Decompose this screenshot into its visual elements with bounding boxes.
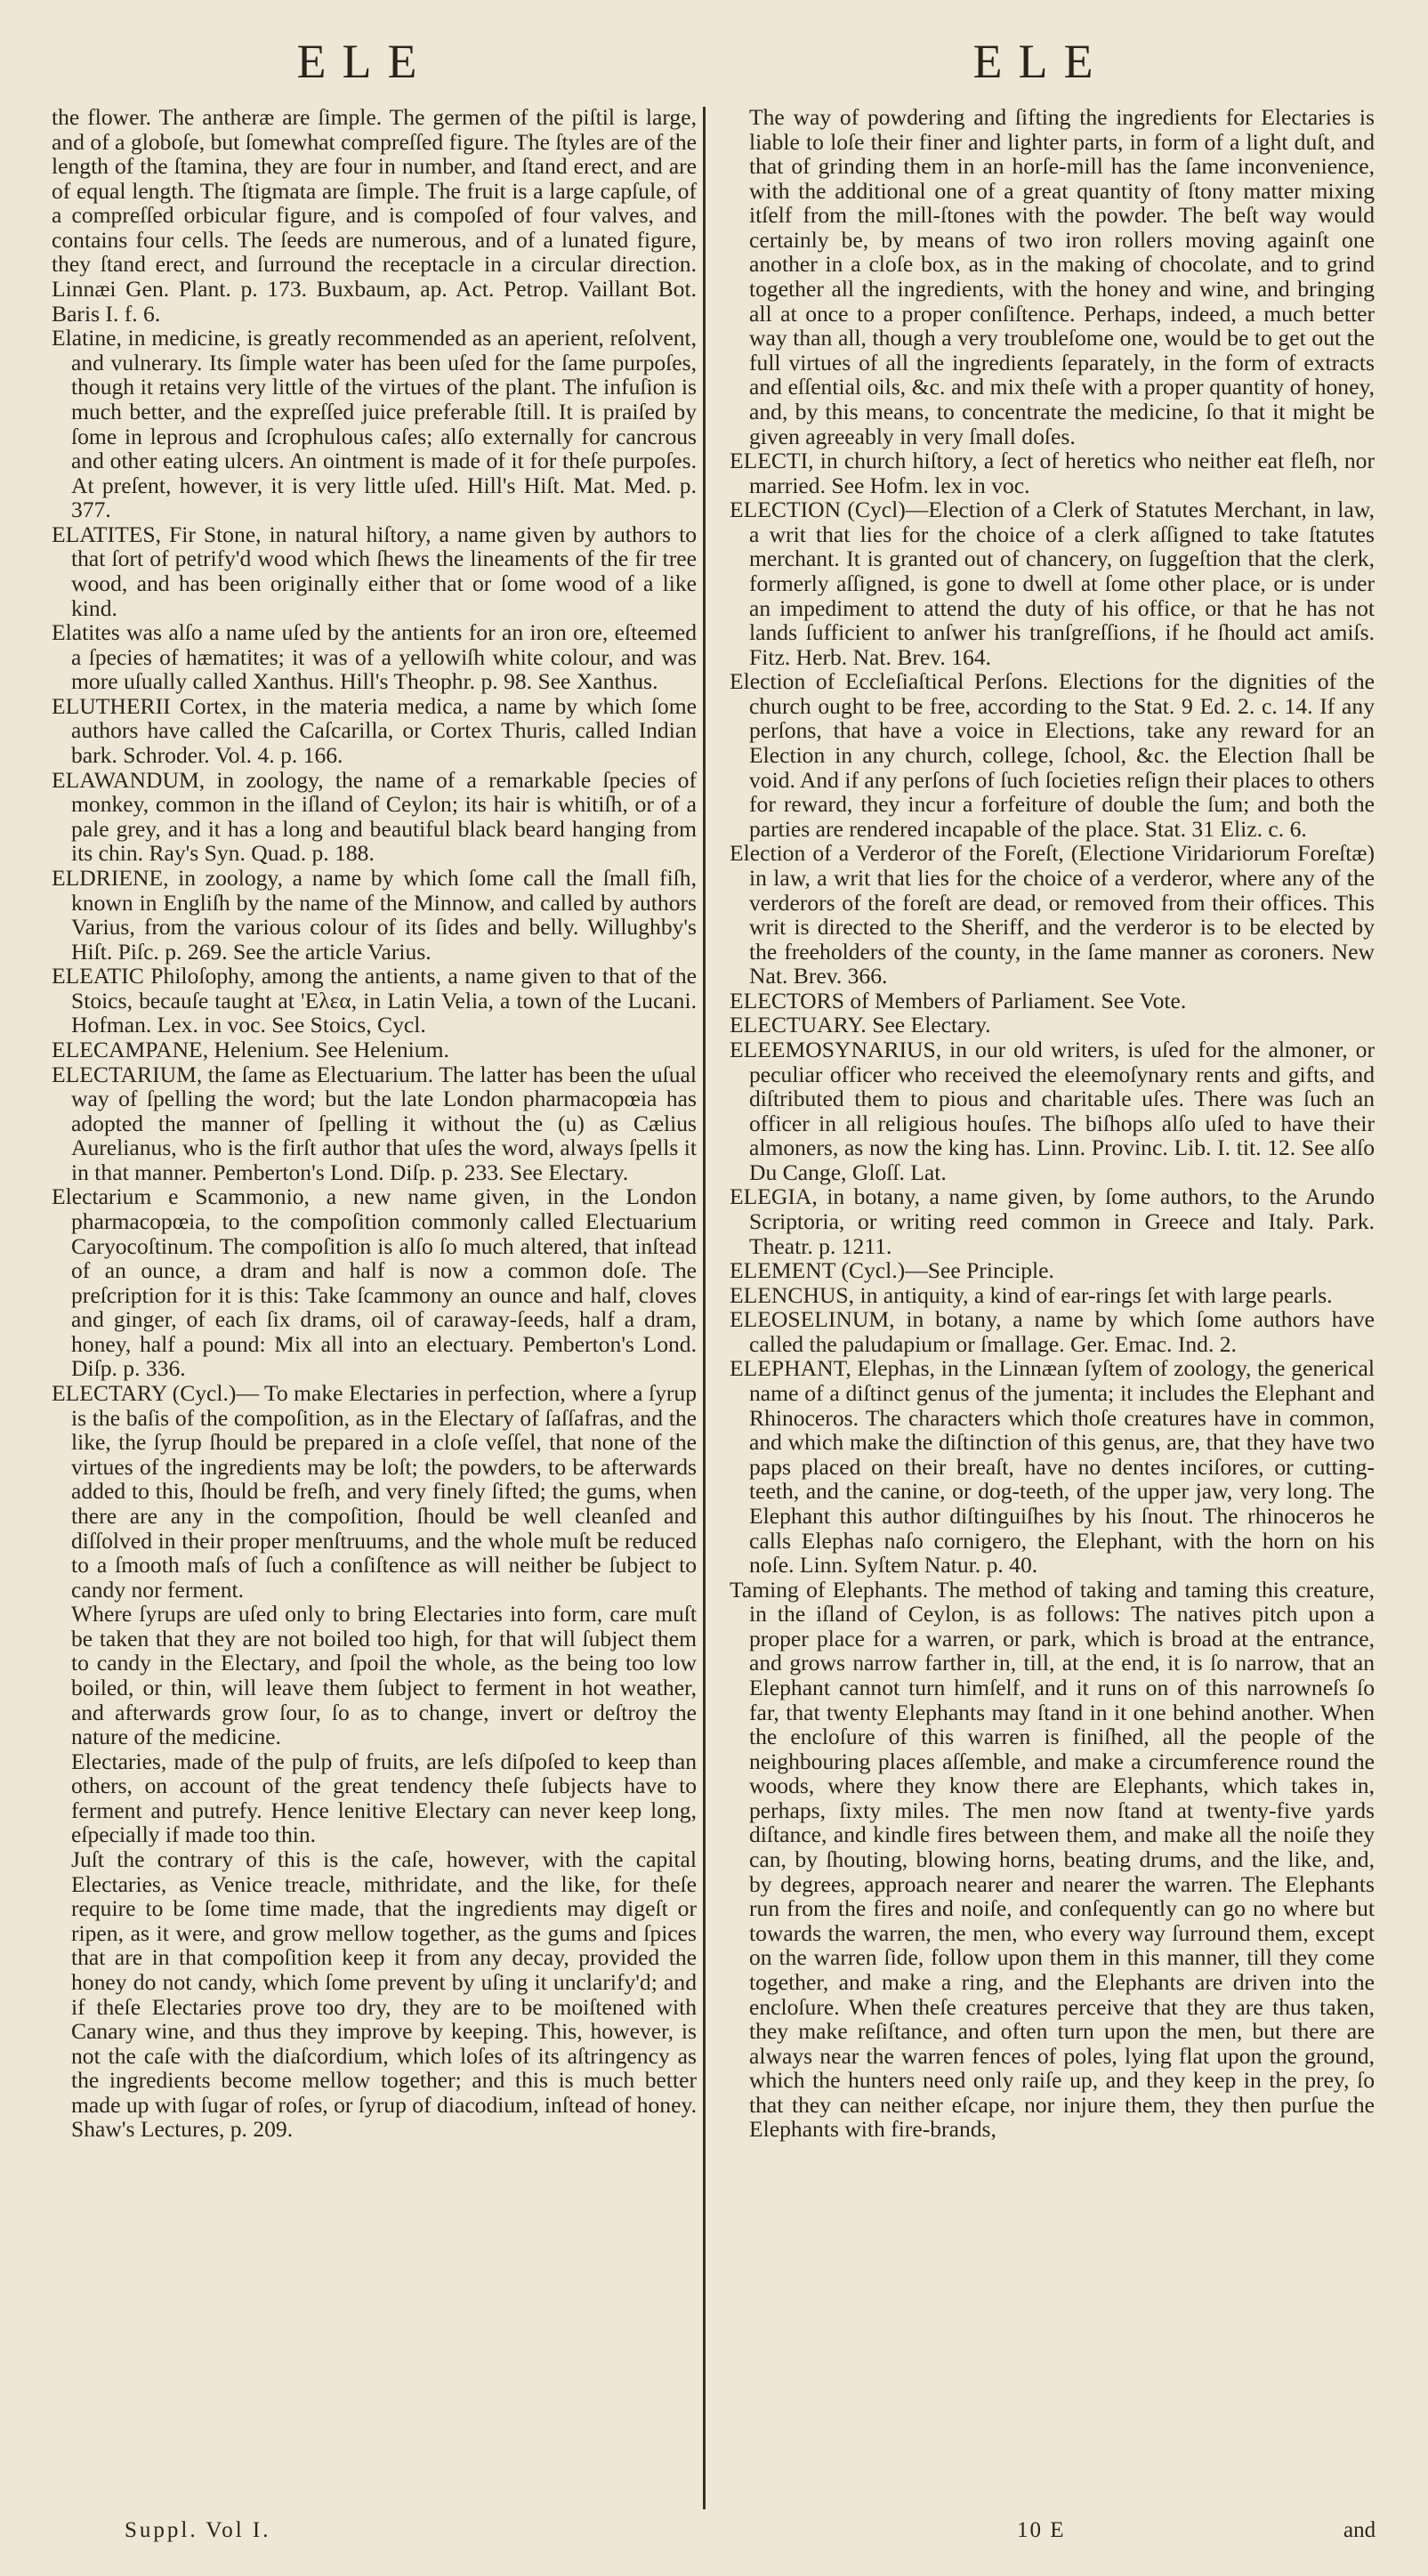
entry-paragraph: ELECTORS of Members of Parliament. See Vote. [730,987,1187,1013]
entry-paragraph: ELATITES, Fir Stone, in natural hiſtory, a name given by authors to that ſort of petrify'd wood which ſhews the lineaments of the fir tree wood, and has been originally either that or ſome wood of a like kind. [52,521,697,621]
entry-paragraph: Where ſyrups are uſed only to bring Electaries into form, care muſt be taken that they are not boiled too high, for that will ſubject them to candy in the Electary, and ſpoil the whole, as the being too low boiled, or thin, will leave them ſubject to ferment in hot weather, and afterwards grow ſour, ſo as to change, invert or deſtroy the nature of the medicine. [71,1601,697,1750]
left-column [52,105,697,2142]
entry-paragraph: Electaries, made of the pulp of fruits, are leſs diſpoſed to keep than others, on account of the great tendency theſe ſubjects have to ferment and putrefy. Hence lenitive Electary can never keep long, eſpecially if made too thin. [71,1748,697,1848]
entry-paragraph: ELUTHERII Cortex, in the materia medica, a name by which ſome authors have called the Caſcarilla, or Cortex Thuris, called Indian bark. Schroder. Vol. 4. p. 166. [52,692,697,769]
sheet-mark: 10 E [1017,2518,1066,2542]
entry-paragraph: Elatine, in medicine, is greatly recommended as an aperient, reſolvent, and vulnerary. Its ſimple water has been uſed for the ſame purpoſes, though it retains very little of the virtues of the plant. The infuſion is much better, and the expreſſed juice preferable ſtill. It is praiſed by ſome in leprous and ſcrophulous caſes; alſo externally for cancrous and other eating ulcers. An ointment is made of it for theſe purpoſes. At preſent, however, it is very little uſed. Hill's Hiſt. Mat. Med. p. 377. [52,325,697,523]
entry-paragraph: ELEMENT (Cycl.)—See Principle. [730,1257,1054,1284]
column-divider [703,107,706,2509]
entry-paragraph: ELDRIENE, in zoology, a name by which ſome call the ſmall fiſh, known in Engliſh by the name of the Minnow, and called by authors Varius, from the various colour of its ſides and belly. Willughby's Hiſt. Piſc. p. 269. See the article Varius. [52,864,697,965]
signature-mark: Suppl. Vol I. [125,2518,271,2542]
entry-paragraph: Taming of Elephants. The method of taking and taming this creature, in the iſland of Ceylon, is as follows: The natives pitch upon a proper place for a warren, or park, which is broad at the entrance, and grows narrow farther in, till, at the end, it is ſo narrow, that an Elephant cannot turn himſelf, and it runs on of this narrowneſs ſo far, that twenty Elephants may ſtand in it one behind another. When the encloſure of this warren is finiſhed, all the people of the neighbouring places aſſemble, and make a circumference round the woods, where they know there are Elephants, which takes in, perhaps, ſixty miles. The men now ſtand at twenty-five yards diſtance, and kindle fires between them, and make all the noiſe they can, by ſhouting, blowing horns, beating drums, and the like, and, by degrees, approach nearer and nearer the warren. The Elephants run from the fires and noiſe, and conſequently can go no where but towards the warren, the men, who every way ſurround them, except on the warren ſide, follow upon them in this manner, till they come together, and make a ring, and the Elephants are driven into the encloſure. When theſe creatures perceive that they are thus taken, they make reſiſtance, and often turn upon the men, but there are always near the warren fences of poles, lying flat upon the ground, which the hunters need only raiſe up, and they keep in the prey, ſo that they can neither eſcape, nor injure them, they then purſue the Elephants with fire-brands, [730,1576,1375,2143]
entry-paragraph: the flower. The antheræ are ſimple. The germen of the piſtil is large, and of a globoſe, but ſomewhat compreſſed figure. The ſtyles are of the length of the ſtamina, they are four in number, and ſtand erect, and are of equal length. The ſtigmata are ſimple. The fruit is a large capſule, of a compreſſed orbicular figure, and is compoſed of four valves, and contains four cells. The ſeeds are numerous, and of a lunated figure, they ſtand erect, and ſurround the receptacle in a circular direction. Linnæi Gen. Plant. p. 173. Buxbaum, ap. Act. Petrop. Vaillant Bot. Baris I. f. 6. [52,104,697,327]
entry-paragraph: ELENCHUS, in antiquity, a kind of ear-rings ſet with large pearls. [730,1281,1333,1308]
entry-paragraph: ELECTARY (Cycl.)— To make Electaries in perfection, where a ſyrup is the baſis of the compoſition, as in the Electary of ſaſſafras, and the like, the ſyrup ſhould be prepared in a cloſe veſſel, that none of the virtues of the ingredients may be loſt; the powders, to be afterwards added to this, ſhould be freſh, and very finely ſifted; the gums, when there are any in the compoſition, ſhould be well cleanſed and diſſolved in their proper menſtruums, and the whole muſt be reduced to a ſmooth maſs of ſuch a conſiſtence as will neither be ſubject to candy nor ferment. [52,1380,697,1603]
running-head-left: ELE [296,35,433,88]
right-column [730,105,1375,2142]
entry-paragraph: The way of powdering and ſifting the ingredients for Electaries is liable to loſe their finer and lighter parts, in form of a light duſt, and that of grinding them in an horſe-mill has the ſame inconvenience, with the additional one of a great quantity of ſtony matter mixing itſelf from the mill-ſtones with the powder. The beſt way would certainly be, by means of two iron rollers moving againſt one another in a cloſe box, as in the making of chocolate, and to grind together all the ingredients, with the honey and wine, and bringing all at once to a proper conſiſtence. Perhaps, indeed, a much better way than all, though a very troubleſome one, would be to get out the full virtues of all the ingredients ſeparately, in the form of extracts and eſſential oils, &c. and mix theſe with a proper quantity of honey, and, by this means, to concentrate the medicine, ſo that it might be given agreeably in very ſmall doſes. [749,104,1375,449]
entry-paragraph: ELECTI, in church hiſtory, a ſect of heretics who neither eat fleſh, nor married. See Hofm. lex in voc. [730,448,1375,498]
entry-paragraph: ELECTUARY. See Electary. [730,1012,991,1038]
entry-paragraph: ELECTION (Cycl)—Election of a Clerk of Statutes Merchant, in law, a writ that lies for the choice of a clerk aſſigned to take ſtatutes merchant. It is granted out of chancery, on ſuggeſtion that the clerk, formerly aſſigned, is gone to dwell at ſome other place, or is under an impediment to attend the duty of his office, or that he has not lands ſufficient to anſwer his tranſgreſſions, if he ſhould act amiſs. Fitz. Herb. Nat. Brev. 164. [730,497,1375,670]
entry-paragraph: Election of Eccleſiaſtical Perſons. Elections for the dignities of the church ought to be free, according to the Stat. 9 Ed. 2. c. 14. If any perſons, that have a voice in Elections, take any reward for an Election in any church, college, ſchool, &c. the Election ſhall be void. And if any perſons of ſuch ſocieties reſign their places to others for reward, they incur a forfeiture of double the ſum; and both the parties are rendered incapable of the place. Stat. 31 Eliz. c. 6. [730,668,1375,842]
entry-paragraph: Election of a Verderor of the Foreſt, (Electione Viridariorum Foreſtæ) in law, a writ that lies for the choice of a verderor, where any of the verderors of the foreſt are dead, or removed from their offices. This writ is directed to the Sheriff, and the verderor is to be elected by the freeholders of the county, in the ſame manner as coroners. New Nat. Brev. 366. [730,840,1375,989]
entry-paragraph: ELECTARIUM, the ſame as Electuarium. The latter has been the uſual way of ſpelling the word; but the late London pharmacopœia has adopted the manner of ſpelling it without the (u) as Cælius Aurelianus, who is the firſt author that uſes the word, always ſpells it in that manner. Pemberton's Lond. Diſp. p. 233. See Electary. [52,1061,697,1185]
entry-paragraph: ELECAMPANE, Helenium. See Helenium. [52,1036,449,1062]
entry-paragraph: ELEPHANT, Elephas, in the Linnæan ſyſtem of zoology, the generical name of a diſtinct genus of the jumenta; it includes the Elephant and Rhinoceros. The characters which thoſe creatures have in common, and which make the diſtinction of this genus, are, that they have two paps placed on their breaſt, have no dentes inciſores, or cutting-teeth, and the canine, or dog-teeth, of the upper jaw, very long. The Elephant this author diſtinguiſhes by his ſnout. The rhinoceros he calls Elephas naſo cornigero, the Elephant, with the horn on his noſe. Linn. Syſtem Natur. p. 40. [730,1355,1375,1579]
entry-paragraph: ELEGIA, in botany, a name given, by ſome authors, to the Arundo Scriptoria, or writing reed common in Greece and Italy. Park. Theatr. p. 1211. [730,1183,1375,1259]
catchword: and [1343,2518,1376,2542]
entry-paragraph: ELEEMOSYNARIUS, in our old writers, is uſed for the almoner, or peculiar officer who received the eleemoſynary rents and gifts, and diſtributed them to pious and charitable uſes. There was ſuch an officer in all religious houſes. The biſhops alſo uſed to have their almoners, as now the king has. Linn. Provinc. Lib. I. tit. 12. See alſo Du Cange, Gloſſ. Lat. [730,1036,1375,1185]
entry-paragraph: ELEOSELINUM, in botany, a name by which ſome authors have called the paludapium or ſmallage. Ger. Emac. Ind. 2. [730,1306,1375,1357]
running-head-right: ELE [972,35,1109,88]
entry-paragraph: Juſt the contrary of this is the caſe, however, with the capital Electaries, as Venice treacle, mithridate, and the like, for theſe require to be ſome time made, that the ingredients may digeſt or ripen, as it were, and grow mellow together, as the gums and ſpices that are in that compoſition keep it from any decay, provided the honey do not candy, which ſome prevent by uſing it unclarify'd; and if theſe Electaries prove too dry, they are to be moiſtened with Canary wine, and thus they improve by keeping. This, however, is not the caſe with the diaſcordium, which loſes of its aſtringency as the ingredients become mellow together; and this is much better made up with ſugar of roſes, or ſyrup of diacodium, inſtead of honey. Shaw's Lectures, p. 209. [71,1846,697,2143]
entry-paragraph: Electarium e Scammonio, a new name given, in the London pharmacopœia, to the compoſition commonly called Electuarium Caryocoſtinum. The compoſition is alſo ſo much altered, that inſtead of an ounce, a dram and half is now a common doſe. The preſcription for it is this: Take ſcammony an ounce and half, cloves and ginger, of each ſix drams, oil of caraway-ſeeds, half a dram, honey, half a pound: Mix all into an electuary. Pemberton's Lond. Diſp. p. 336. [52,1183,697,1382]
entry-paragraph: ELAWANDUM, in zoology, the name of a remarkable ſpecies of monkey, common in the iſland of Ceylon; its hair is whitiſh, or of a pale grey, and it has a long and beautiful black beard hanging from its chin. Ray's Syn. Quad. p. 188. [52,766,697,867]
entry-paragraph: ELEATIC Philoſophy, among the antients, a name given to that of the Stoics, becauſe taught at 'Ελεα, in Latin Velia, a town of the Lucani. Hofman. Lex. in voc. See Stoics, Cycl. [52,963,697,1038]
entry-paragraph: Elatites was alſo a name uſed by the antients for an iron ore, eſteemed a ſpecies of hæmatites; it was of a yellowiſh white colour, and was more uſually called Xanthus. Hill's Theophr. p. 98. See Xanthus. [52,619,697,695]
